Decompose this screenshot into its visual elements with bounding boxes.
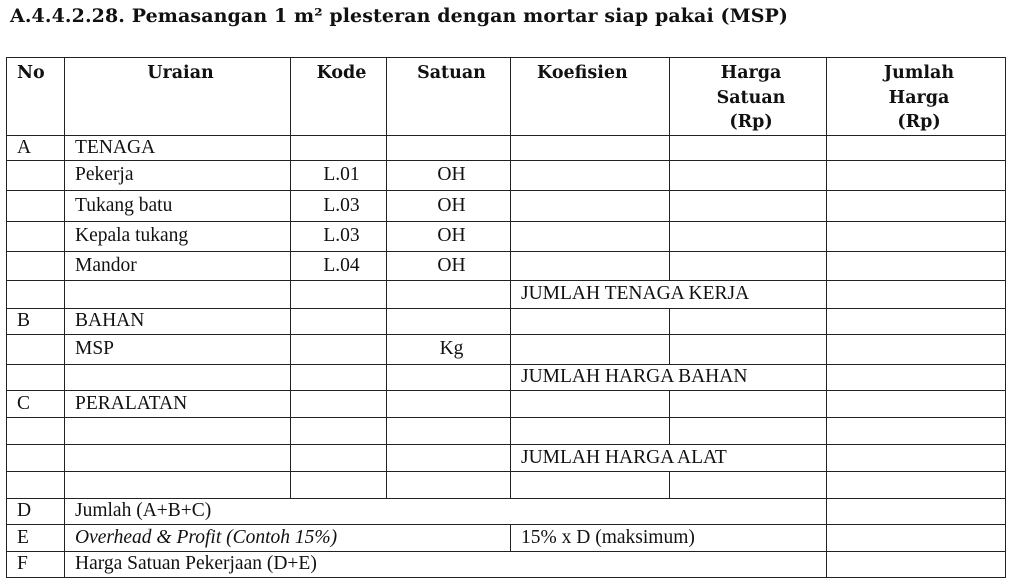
overhead-row-e	[7, 525, 1006, 552]
item-satuan: OH	[387, 222, 511, 252]
row-no: E	[7, 525, 65, 552]
overhead-value: 15% x D (maksimum)	[511, 525, 827, 552]
section-row-bahan	[7, 309, 1006, 335]
header-jumlah-harga	[827, 58, 1006, 136]
item-satuan: OH	[387, 252, 511, 281]
row-no: F	[7, 552, 65, 578]
section-row-tenaga	[7, 136, 1006, 161]
item-kode: L.03	[291, 191, 387, 222]
header-harga-satuan-line3: (Rp)	[729, 112, 773, 132]
subtotal-row-alat	[7, 445, 1006, 472]
table-row	[7, 252, 1006, 281]
cost-analysis-table	[6, 57, 1006, 578]
item-uraian: Tukang batu	[65, 191, 291, 222]
section-no: B	[7, 309, 65, 335]
total-row-d	[7, 499, 1006, 525]
item-kode: L.01	[291, 161, 387, 191]
item-uraian: Kepala tukang	[65, 222, 291, 252]
section-no: A	[7, 136, 65, 161]
section-no: C	[7, 391, 65, 418]
item-satuan: OH	[387, 161, 511, 191]
row-label: Jumlah (A+B+C)	[65, 499, 827, 525]
section-label: TENAGA	[65, 136, 291, 161]
table-header-row	[7, 58, 1006, 136]
table-row	[7, 418, 1006, 445]
item-satuan: OH	[387, 191, 511, 222]
subtotal-label: JUMLAH TENAGA KERJA	[511, 281, 827, 309]
section-row-peralatan	[7, 391, 1006, 418]
item-kode	[291, 335, 387, 365]
section-label: PERALATAN	[65, 391, 291, 418]
item-kode: L.04	[291, 252, 387, 281]
header-harga-satuan-line2: Satuan	[716, 87, 786, 108]
header-harga-satuan-line1: Harga	[720, 63, 782, 83]
header-harga-satuan	[670, 58, 827, 136]
subtotal-label: JUMLAH HARGA BAHAN	[511, 365, 827, 391]
row-no: D	[7, 499, 65, 525]
header-jumlah-harga-line3: (Rp)	[897, 112, 941, 132]
item-satuan: Kg	[387, 335, 511, 365]
header-koefisien: Koefisien	[511, 58, 670, 136]
header-uraian: Uraian	[65, 58, 291, 136]
item-uraian: Mandor	[65, 252, 291, 281]
subtotal-row-bahan	[7, 365, 1006, 391]
table-row	[7, 335, 1006, 365]
table-row	[7, 472, 1006, 499]
table-row	[7, 191, 1006, 222]
header-jumlah-harga-line2: Harga	[888, 87, 950, 108]
subtotal-label: JUMLAH HARGA ALAT	[511, 445, 827, 472]
header-jumlah-harga-line1: Jumlah	[883, 63, 955, 83]
unit-price-row-f	[7, 552, 1006, 578]
page-title: A.4.4.2.28. Pemasangan 1 m² plesteran dengan mortar siap pakai (MSP)	[10, 5, 788, 27]
item-uraian: Pekerja	[65, 161, 291, 191]
item-uraian: MSP	[65, 335, 291, 365]
header-satuan: Satuan	[387, 58, 511, 136]
item-kode: L.03	[291, 222, 387, 252]
section-label: BAHAN	[65, 309, 291, 335]
table-row	[7, 161, 1006, 191]
row-label: Harga Satuan Pekerjaan (D+E)	[65, 552, 827, 578]
header-kode: Kode	[291, 58, 387, 136]
subtotal-row-tenaga	[7, 281, 1006, 309]
row-label: Overhead & Profit (Contoh 15%)	[65, 525, 511, 552]
table-row	[7, 222, 1006, 252]
header-no: No	[7, 58, 65, 136]
